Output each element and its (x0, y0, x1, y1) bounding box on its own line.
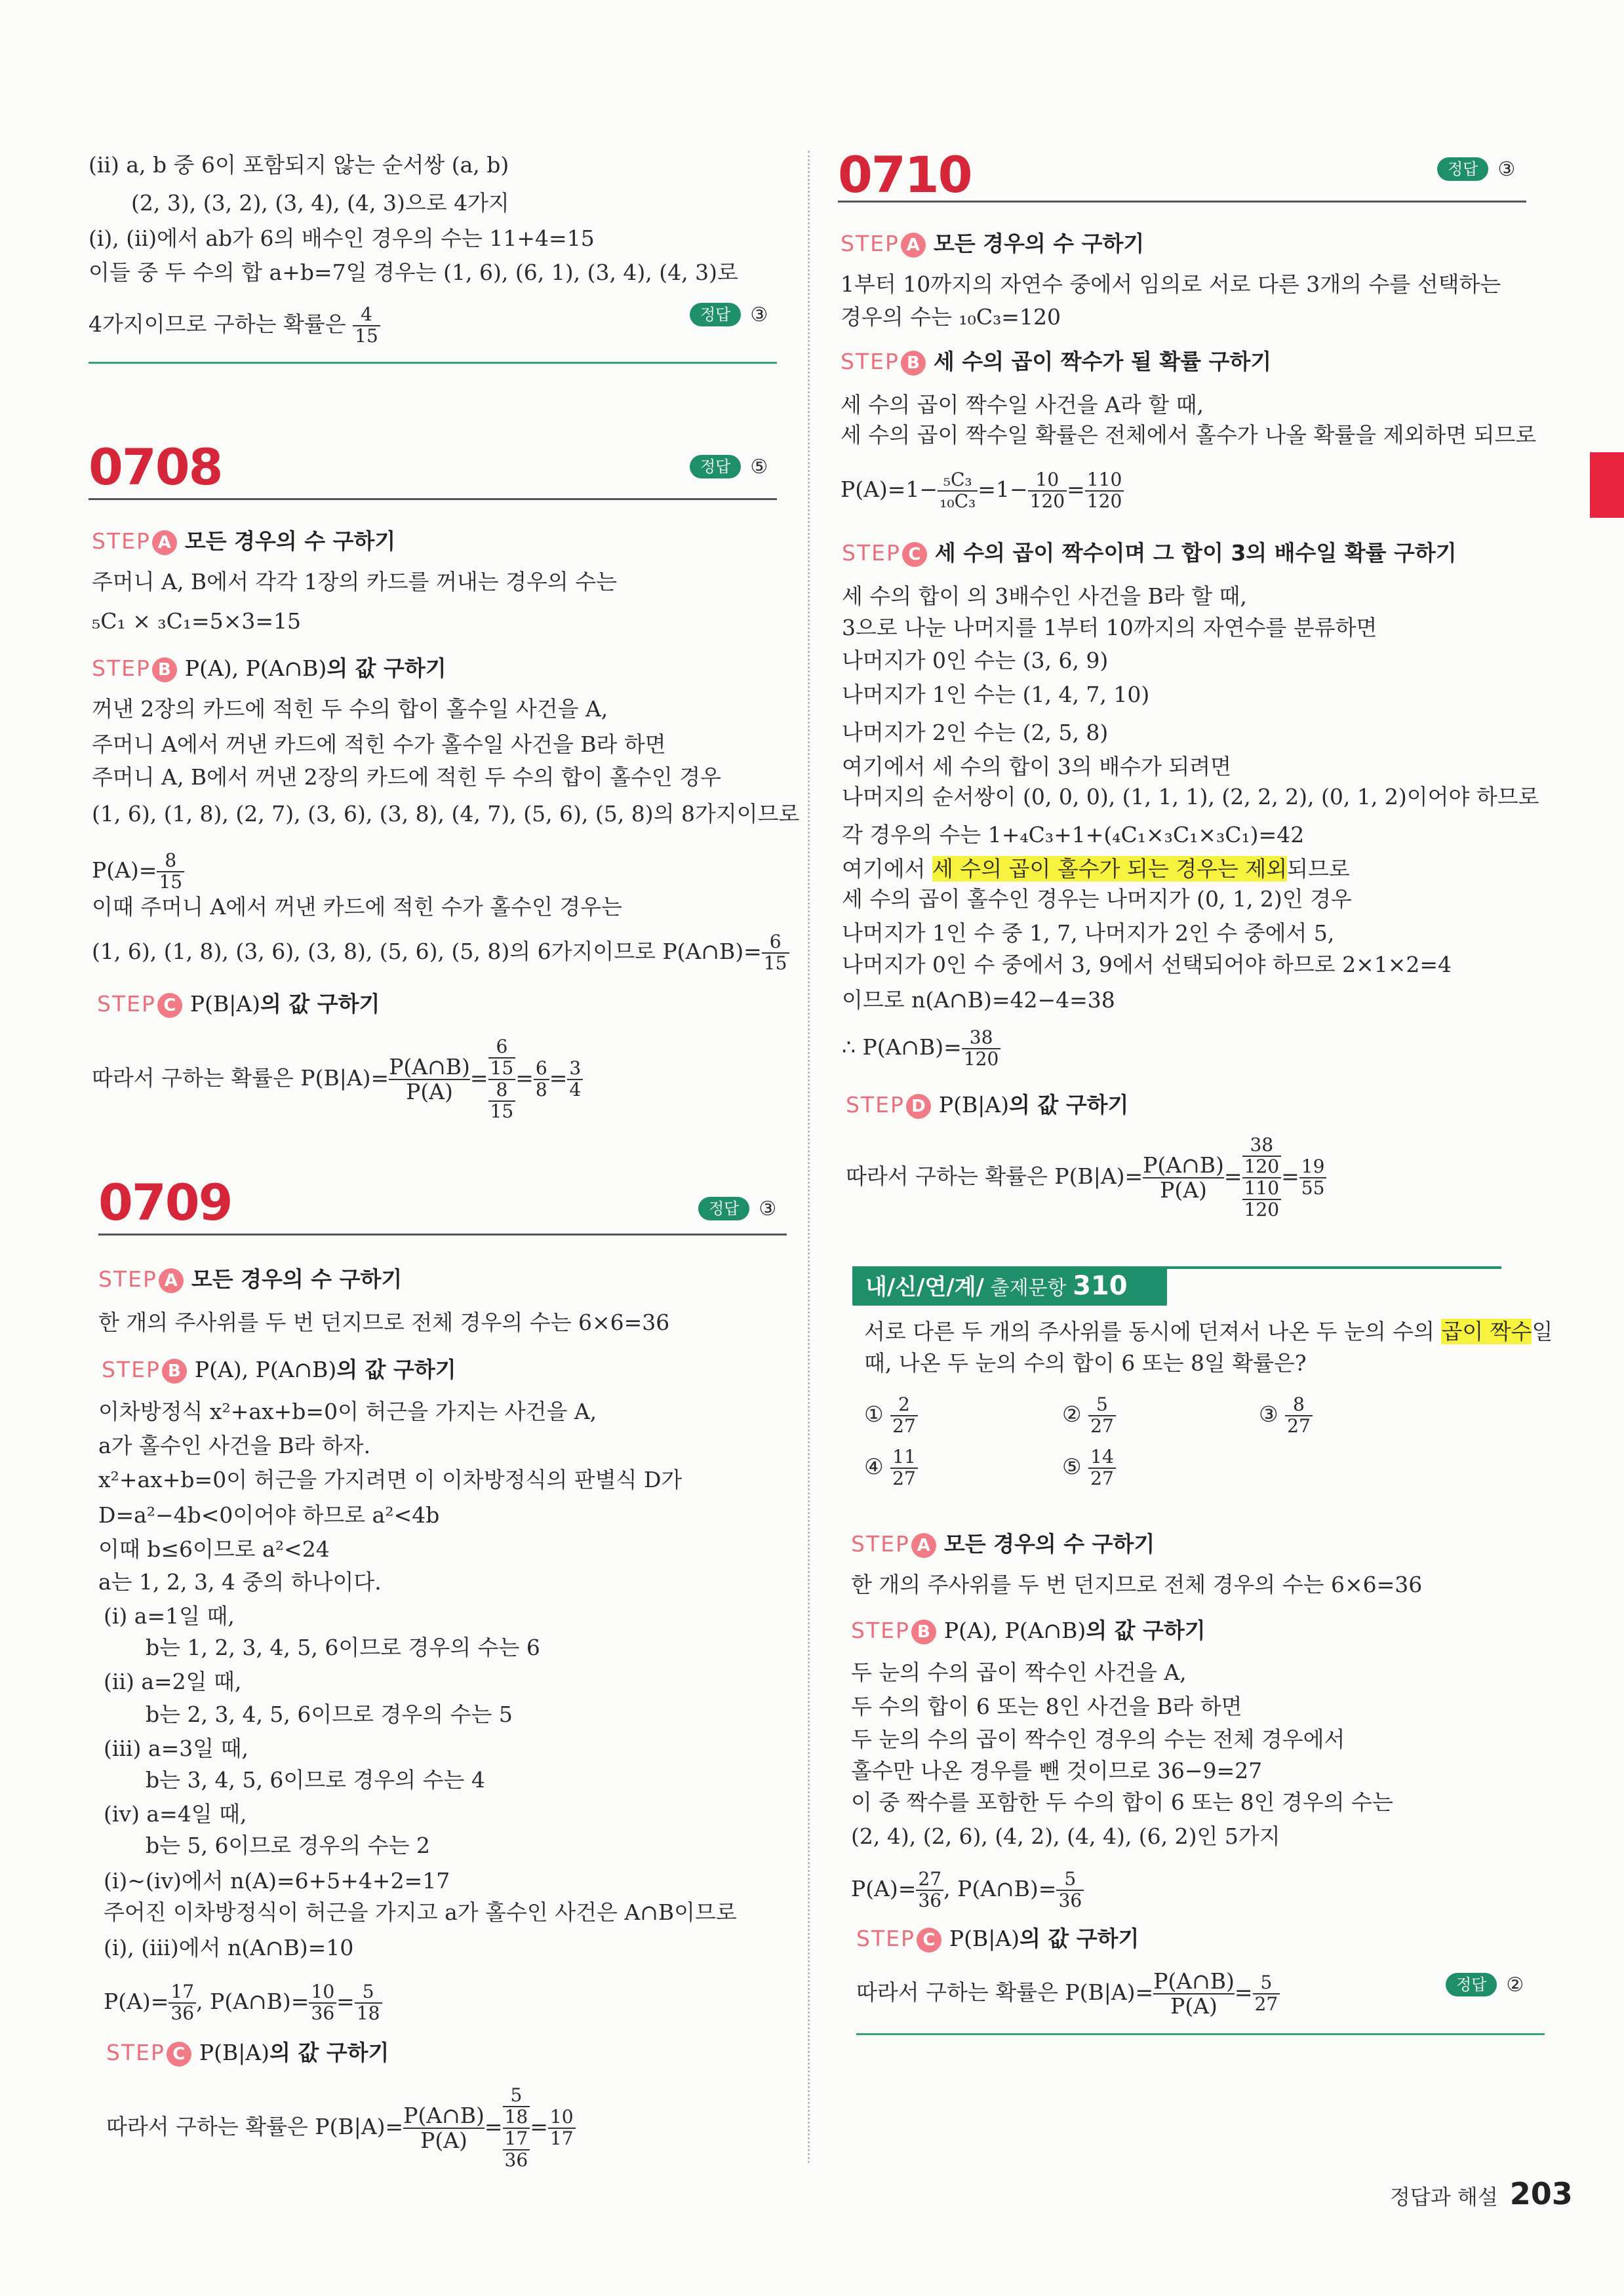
option-mark: ⑤ (1062, 1453, 1082, 1479)
step-title-math: P(B|A) (189, 991, 261, 1017)
text-line (89, 305, 380, 347)
fraction (488, 1080, 516, 1122)
denominator (503, 2129, 530, 2171)
text-line: (ⅳ) a=4일 때, (104, 1801, 247, 1827)
step-b-heading (851, 1616, 1206, 1645)
text: P(A)= (104, 1988, 169, 2014)
fraction (1028, 470, 1067, 512)
text: P(A)= (92, 857, 157, 883)
fraction (1242, 1178, 1282, 1220)
denominator: 15 (490, 1057, 514, 1080)
text-line: 3으로 나눈 나머지를 1부터 10까지의 자연수를 분류하면 (842, 615, 1377, 640)
equation-line: 따라서 구하는 확률은 P(B|A)= $\frac{P(A\cap B)}{P(A)}$ = $\frac{\frac{6}{15}}{\frac{8}{15}}$ = $\frac{6}{8}$ = $\frac{3}{4}$ (92, 1036, 583, 1122)
answer-value: ⑤ (750, 455, 768, 478)
numerator (1242, 1135, 1282, 1178)
text-line: (2, 4), (2, 6), (4, 2), (4, 4), (6, 2)인 5가지 (851, 1823, 1280, 1849)
equation-line: P(A)=1− $\frac{\text{₅C₃}}{\text{₁₀C₃}}$ =1− $\frac{10}{120}$ = $\frac{110}{120}$ (841, 467, 1124, 513)
step-letter-icon: C (917, 1928, 941, 1953)
text: , P(A∩B)= (196, 1988, 309, 2014)
denominator: P(A) (1170, 1993, 1218, 2019)
numerator (488, 1037, 516, 1080)
text: 따라서 구하는 확률은 P(B|A)= (846, 1163, 1143, 1189)
fraction (355, 1982, 382, 2024)
text-line: 나머지가 1인 수 중 1, 7, 나머지가 2인 수 중에서 5, (842, 920, 1335, 946)
text: 되므로 (1287, 856, 1350, 882)
answer-value: ② (1506, 1973, 1524, 1996)
fraction (962, 1028, 1001, 1070)
denominator: P(A) (406, 1079, 453, 1104)
box-header (852, 1266, 1167, 1306)
numerator: 10 (548, 2107, 576, 2129)
problem-number: 0709 (98, 1173, 232, 1232)
numerator: 5 (1056, 1869, 1084, 1891)
denominator: 36 (918, 1889, 942, 1911)
text: 여기에서 (842, 856, 933, 882)
numerator: P(A∩B) (389, 1053, 470, 1080)
step-title: 세 수의 곱이 짝수이며 그 합이 3의 배수일 확률 구하기 (934, 540, 1457, 566)
step-letter-icon: A (901, 233, 926, 258)
answer-label: 정답 (1446, 1973, 1497, 1996)
step-b-heading (92, 654, 446, 683)
numerator: 11 (890, 1447, 918, 1469)
numerator: P(A∩B) (403, 2102, 485, 2128)
denominator: 15 (159, 870, 183, 893)
text: 일 (1532, 1319, 1553, 1344)
step-word: STEP (92, 528, 151, 554)
step-letter-icon: B (911, 1620, 936, 1644)
numerator: 4 (353, 305, 380, 326)
fraction (403, 2104, 485, 2153)
step-word: STEP (106, 2040, 165, 2065)
question-line: 때, 나온 두 눈의 수의 합이 6 또는 8일 확률은? (864, 1350, 1307, 1376)
denominator: 27 (892, 1467, 916, 1489)
numerator: 10 (1028, 470, 1067, 492)
text-line: 1부터 10까지의 자연수 중에서 임의로 서로 다른 3개의 수를 선택하는 (841, 271, 1501, 297)
text-line: 나머지가 2인 수는 (2, 5, 8) (842, 720, 1109, 745)
text-line: 두 눈의 수의 곱이 짝수인 사건을 A, (851, 1660, 1187, 1685)
footer-label: 정답과 해설 (1390, 2185, 1498, 2209)
step-letter-icon: A (159, 1268, 184, 1293)
equation-line: 따라서 구하는 확률은 P(B|A)= $\frac{P(A\cap B)}{P(A)}$ = $\frac{5}{27}$ (856, 1966, 1280, 2019)
numerator: 3 (567, 1059, 583, 1080)
header-rule (98, 1234, 787, 1236)
step-letter-icon: B (901, 351, 926, 376)
step-title: 의 값 구하기 (260, 991, 380, 1017)
step-title: 모든 경우의 수 구하기 (933, 231, 1145, 256)
denominator: 36 (1058, 1889, 1082, 1911)
section-rule (856, 2033, 1545, 2035)
denominator: 18 (356, 2002, 380, 2024)
step-letter-icon: A (911, 1533, 936, 1558)
fraction (1143, 1154, 1224, 1203)
denominator: 120 (1086, 490, 1122, 512)
denominator: 27 (1287, 1414, 1311, 1437)
text-line: (ⅰ) a=1일 때, (104, 1603, 235, 1629)
numerator: 17 (168, 1982, 196, 2004)
text-line: x²+ax+b=0이 허근을 가지려면 이 이차방정식의 판별식 D가 (98, 1467, 683, 1492)
text-line: 이때 b≤6이므로 a²<24 (98, 1536, 330, 1562)
text-line (842, 856, 1350, 882)
numerator: 38 (962, 1028, 1001, 1049)
numerator: 8 (157, 851, 184, 872)
denominator: 120 (1244, 1156, 1280, 1178)
numerator: 27 (916, 1869, 943, 1891)
numerator: 17 (503, 2129, 530, 2150)
answer-label: 정답 (690, 455, 741, 478)
text-line: ₅C₁ × ₃C₁=5×3=15 (92, 608, 301, 634)
denominator: 36 (504, 2149, 528, 2171)
side-tab-marker (1590, 452, 1624, 518)
step-word: STEP (841, 231, 900, 256)
numerator: 19 (1299, 1157, 1327, 1178)
step-title: 의 값 구하기 (1020, 1926, 1139, 1951)
step-b-heading (102, 1355, 456, 1384)
text-line: (ⅲ) a=3일 때, (104, 1736, 248, 1761)
numerator: 2 (890, 1395, 918, 1416)
answer-badge (1446, 1973, 1524, 1996)
step-c-heading (97, 990, 380, 1019)
text-line (92, 932, 789, 974)
numerator: ₅C₃ (938, 470, 978, 492)
step-title: 모든 경우의 수 구하기 (943, 1531, 1155, 1557)
text: =1− (978, 477, 1028, 502)
text-line: 이들 중 두 수의 합 a+b=7일 경우는 (1, 6), (6, 1), (3, 4), (4, 3)로 (89, 260, 738, 285)
fraction (309, 1982, 336, 2024)
denominator: ₁₀C₃ (940, 490, 976, 512)
text-line: 이 중 짝수를 포함한 두 수의 합이 6 또는 8인 경우의 수는 (851, 1789, 1393, 1815)
step-a-heading (841, 229, 1144, 258)
step-word: STEP (97, 991, 156, 1017)
step-c-heading (106, 2038, 389, 2067)
text: (1, 6), (1, 8), (3, 6), (3, 8), (5, 6), (5, 8)의 6가지이므로 P(A∩B)= (92, 938, 762, 964)
equation-line: 따라서 구하는 확률은 P(B|A)= $\frac{P(A\cap B)}{P(A)}$ = $\frac{\frac{5}{18}}{\frac{17}{36}}$ = $\frac{10}{17}$ (106, 2084, 576, 2171)
step-title: 의 값 구하기 (327, 655, 446, 681)
column-divider (808, 151, 810, 2163)
step-word: STEP (102, 1357, 161, 1382)
step-word: STEP (851, 1531, 910, 1557)
text-line (92, 851, 184, 893)
text: P(A)=1− (841, 477, 938, 502)
text: 4가지이므로 구하는 확률은 (89, 311, 346, 337)
fraction (762, 932, 789, 974)
answer-label: 정답 (1437, 157, 1488, 181)
numerator: 110 (1085, 470, 1124, 492)
answer-label: 정답 (690, 303, 741, 326)
text: 서로 다른 두 개의 주사위를 동시에 던져서 나온 두 눈의 수의 (864, 1319, 1442, 1344)
text-line: 주머니 A에서 꺼낸 카드에 적힌 수가 홀수일 사건을 B라 하면 (92, 731, 666, 757)
compound-fraction (1242, 1135, 1282, 1220)
step-title-math: P(B|A) (938, 1092, 1010, 1118)
denominator: 15 (763, 952, 787, 974)
denominator (1242, 1178, 1282, 1220)
answer-value: ③ (750, 303, 768, 326)
fraction (1088, 1395, 1116, 1437)
step-letter-icon: A (152, 530, 177, 555)
text-line: 두 눈의 수의 곱이 짝수인 경우의 수는 전체 경우에서 (851, 1726, 1345, 1752)
fraction (548, 2107, 576, 2149)
problem-number: 0708 (89, 438, 222, 496)
denominator: 120 (1244, 1198, 1280, 1220)
option-1[interactable] (864, 1395, 918, 1437)
highlighted-text: 곱이 짝수 (1441, 1319, 1532, 1344)
step-d-heading (846, 1091, 1128, 1119)
denominator: 15 (355, 324, 378, 347)
numerator: 6 (762, 932, 789, 954)
option-2[interactable] (1062, 1395, 1116, 1437)
numerator: P(A∩B) (1143, 1152, 1224, 1178)
compound-fraction (488, 1037, 516, 1121)
numerator: 110 (1242, 1178, 1282, 1200)
denominator: 120 (1029, 490, 1065, 512)
denominator: 8 (535, 1079, 547, 1100)
text-line: 여기에서 세 수의 합이 3의 배수가 되려면 (842, 754, 1231, 779)
text-line: 꺼낸 2장의 카드에 적힌 두 수의 합이 홀수일 사건을 A, (92, 696, 608, 722)
text-line: 세 수의 곱이 짝수일 사건을 A라 할 때, (841, 392, 1204, 418)
step-letter-icon: C (167, 2042, 191, 2067)
option-4[interactable] (864, 1447, 918, 1489)
text-line: 세 수의 곱이 짝수일 확률은 전체에서 홀수가 나올 확률을 제외하면 되므로 (841, 422, 1537, 448)
text-line: 주어진 이차방정식이 허근을 가지고 a가 홀수인 사건은 A∩B이므로 (104, 1899, 737, 1925)
numerator: 5 (355, 1982, 382, 2004)
compound-fraction (503, 2086, 530, 2170)
text-line: 세 수의 곱이 홀수인 경우는 나머지가 (0, 1, 2)인 경우 (842, 886, 1352, 912)
denominator: 27 (1090, 1414, 1114, 1437)
equation-line (842, 1028, 1000, 1070)
numerator: 8 (1285, 1395, 1313, 1416)
text-line: 나머지가 0인 수 중에서 3, 9에서 선택되어야 하므로 2×1×2=4 (842, 952, 1452, 977)
fraction (168, 1982, 196, 2024)
text-line: 두 수의 합이 6 또는 8인 사건을 B라 하면 (851, 1694, 1242, 1719)
step-title-math: P(A), P(A∩B) (943, 1618, 1086, 1643)
fraction (938, 470, 978, 512)
text: P(A)= (851, 1875, 917, 1901)
denominator (488, 1080, 516, 1122)
fraction (157, 851, 184, 893)
text-line: (ⅱ) a=2일 때, (104, 1669, 242, 1694)
numerator: 10 (309, 1982, 336, 2004)
text-line: 경우의 수는 ₁₀C₃=120 (841, 304, 1061, 330)
step-word: STEP (841, 349, 900, 374)
text-line: D=a²−4b<0이어야 하므로 a²<4b (98, 1502, 440, 1528)
numerator: 5 (1253, 1973, 1280, 1994)
step-title: 모든 경우의 수 구하기 (191, 1266, 403, 1292)
denominator: 55 (1301, 1177, 1325, 1199)
section-rule (89, 362, 777, 364)
text: 따라서 구하는 확률은 P(B|A)= (856, 1979, 1154, 2005)
fraction (353, 305, 380, 347)
fraction (1299, 1157, 1327, 1199)
denominator: 27 (1254, 1993, 1278, 2015)
numerator: 14 (1088, 1447, 1116, 1469)
text-line: 나머지의 순서쌍이 (0, 0, 0), (1, 1, 1), (2, 2, 2), (0, 1, 2)이어야 하므로 (842, 784, 1539, 809)
step-title-math: P(A), P(A∩B) (184, 655, 327, 681)
equation-line: P(A)= $\frac{17}{36}$ , P(A∩B)= $\frac{10}{36}$ = $\frac{5}{18}$ (104, 1982, 382, 2024)
step-title-math: P(A), P(A∩B) (194, 1357, 337, 1382)
step-c-heading (856, 1924, 1139, 1953)
equation-line (851, 1869, 1084, 1911)
numerator: 38 (1242, 1135, 1282, 1157)
text-line: a가 홀수인 사건을 B라 하자. (98, 1433, 371, 1458)
highlighted-text: 세 수의 곱이 홀수가 되는 경우는 제외 (932, 856, 1288, 882)
text: 따라서 구하는 확률은 P(B|A)= (106, 2114, 404, 2139)
text-line: 한 개의 주사위를 두 번 던지므로 전체 경우의 수는 6×6=36 (98, 1310, 670, 1335)
step-title: 모든 경우의 수 구하기 (184, 528, 396, 554)
fraction (890, 1395, 918, 1437)
text: 따라서 구하는 확률은 P(B|A)= (92, 1065, 389, 1091)
answer-badge (690, 455, 768, 478)
answer-badge (690, 303, 768, 326)
fraction (389, 1055, 470, 1104)
fraction (1253, 1973, 1280, 2015)
option-5[interactable] (1062, 1447, 1116, 1489)
answer-label: 정답 (698, 1197, 749, 1220)
fraction (567, 1059, 583, 1100)
header-label: 내/신/연/계/ (865, 1274, 985, 1300)
fraction (1153, 1970, 1235, 2019)
fraction (534, 1059, 549, 1100)
option-mark: ② (1062, 1401, 1082, 1427)
text-line: b는 5, 6이므로 경우의 수는 2 (146, 1833, 430, 1858)
denominator: 36 (170, 2002, 195, 2024)
step-title-math: P(B|A) (199, 2040, 270, 2065)
step-title: 의 값 구하기 (269, 2040, 389, 2065)
denominator: 27 (1090, 1467, 1114, 1489)
step-a-heading (851, 1530, 1155, 1559)
option-mark: ③ (1259, 1401, 1278, 1427)
denominator: 36 (311, 2002, 335, 2024)
numerator (503, 2086, 530, 2129)
text-line: (ⅱ) a, b 중 6이 포함되지 않는 순서쌍 (a, b) (89, 152, 509, 178)
text: , P(A∩B)= (943, 1875, 1057, 1901)
numerator: 8 (488, 1080, 516, 1102)
fraction (503, 2086, 530, 2128)
numerator: P(A∩B) (1153, 1968, 1235, 1994)
text-line: 세 수의 합이 의 3배수인 사건을 B라 할 때, (842, 583, 1247, 609)
denominator: 17 (549, 2128, 574, 2149)
question-line (864, 1319, 1553, 1345)
step-title: 의 값 구하기 (1086, 1618, 1206, 1643)
fraction (1085, 470, 1124, 512)
text-line: 이때 주머니 A에서 꺼낸 카드에 적힌 수가 홀수인 경우는 (92, 894, 623, 920)
fraction (488, 1037, 516, 1079)
text-line: 주머니 A, B에서 각각 1장의 카드를 꺼내는 경우의 수는 (92, 569, 618, 594)
text-line: (ⅰ), (ⅱ)에서 ab가 6의 배수인 경우의 수는 11+4=15 (89, 225, 595, 251)
answer-badge (698, 1197, 776, 1220)
text-line: b는 1, 2, 3, 4, 5, 6이므로 경우의 수는 6 (146, 1635, 540, 1660)
step-word: STEP (98, 1266, 157, 1292)
text-line: 이차방정식 x²+ax+b=0이 허근을 가지는 사건을 A, (98, 1399, 597, 1424)
text-line: (ⅰ), (ⅲ)에서 n(A∩B)=10 (104, 1935, 354, 1960)
step-title: 세 수의 곱이 짝수가 될 확률 구하기 (933, 349, 1272, 374)
numerator: 6 (534, 1059, 549, 1080)
step-word: STEP (856, 1926, 915, 1951)
numerator: 5 (1088, 1395, 1116, 1416)
option-3[interactable] (1259, 1395, 1313, 1437)
step-b-heading (841, 347, 1271, 376)
fraction (1056, 1869, 1084, 1911)
step-letter-icon: C (902, 542, 927, 567)
step-title: 의 값 구하기 (336, 1357, 456, 1382)
numerator: 5 (503, 2086, 530, 2107)
text-line: (2, 3), (3, 2), (3, 4), (4, 3)으로 4가지 (131, 190, 509, 216)
text-line: 한 개의 주사위를 두 번 던지므로 전체 경우의 수는 6×6=36 (851, 1572, 1423, 1597)
text: ∴ P(A∩B)= (842, 1034, 962, 1060)
text-line: (ⅰ)~(ⅳ)에서 n(A)=6+5+4+2=17 (104, 1868, 450, 1894)
step-a-heading (98, 1265, 402, 1294)
header-rule (89, 498, 777, 500)
text-line: (1, 6), (1, 8), (2, 7), (3, 6), (3, 8), (4, 7), (5, 6), (5, 8)의 8가지이므로 (92, 801, 800, 827)
fraction (890, 1447, 918, 1489)
denominator: 4 (569, 1079, 582, 1100)
step-word: STEP (846, 1092, 905, 1118)
text-line: 이므로 n(A∩B)=42−4=38 (842, 987, 1115, 1013)
step-letter-icon: B (162, 1359, 187, 1384)
option-mark: ① (864, 1401, 884, 1427)
header-number: 310 (1073, 1271, 1128, 1301)
answer-value: ③ (1497, 157, 1516, 181)
numerator: 6 (488, 1037, 516, 1059)
option-mark: ④ (864, 1453, 884, 1479)
step-word: STEP (842, 540, 901, 566)
text-line: 나머지가 1인 수는 (1, 4, 7, 10) (842, 682, 1150, 707)
equation-line: 따라서 구하는 확률은 P(B|A)= $\frac{P(A\cap B)}{P(A)}$ = $\frac{\frac{38}{120}}{\frac{110}{120}}$ = $\frac{19}{55}$ (846, 1134, 1326, 1220)
page-footer (1390, 2176, 1573, 2211)
denominator: 27 (892, 1414, 916, 1437)
step-title: 의 값 구하기 (1009, 1092, 1129, 1118)
step-c-heading (842, 539, 1457, 568)
answer-value: ③ (759, 1197, 777, 1220)
problem-number: 0710 (838, 146, 972, 204)
text-line: 각 경우의 수는 1+₄C₃+1+(₄C₁×₃C₁×₃C₁)=42 (842, 822, 1305, 847)
step-title-math: P(B|A) (949, 1926, 1020, 1951)
text-line: 홀수만 나온 경우를 뺀 것이므로 36−9=27 (851, 1758, 1263, 1783)
fraction (1088, 1447, 1116, 1489)
fraction (1285, 1395, 1313, 1437)
step-word: STEP (92, 655, 151, 681)
step-a-heading (92, 527, 395, 556)
header-rule (838, 201, 1526, 203)
page-number: 203 (1509, 2176, 1573, 2211)
step-letter-icon: C (157, 993, 182, 1018)
denominator: P(A) (1160, 1177, 1207, 1203)
text-line: b는 2, 3, 4, 5, 6이므로 경우의 수는 5 (146, 1702, 513, 1727)
text-line: b는 3, 4, 5, 6이므로 경우의 수는 4 (146, 1767, 485, 1793)
fraction (916, 1869, 943, 1911)
step-letter-icon: D (906, 1094, 931, 1119)
denominator: P(A) (420, 2128, 467, 2153)
step-word: STEP (851, 1618, 910, 1643)
fraction (1242, 1135, 1282, 1177)
text-line: 나머지가 0인 수는 (3, 6, 9) (842, 648, 1109, 673)
header-sub: 출제문항 (984, 1277, 1073, 1300)
text-line: a는 1, 2, 3, 4 중의 하나이다. (98, 1569, 382, 1595)
fraction (503, 2129, 530, 2171)
answer-badge (1437, 157, 1515, 181)
text-line: 주머니 A, B에서 꺼낸 2장의 카드에 적힌 두 수의 합이 홀수인 경우 (92, 764, 722, 790)
denominator: 120 (963, 1047, 999, 1070)
denominator: 18 (504, 2106, 528, 2128)
denominator: 15 (490, 1100, 514, 1122)
step-letter-icon: B (152, 657, 177, 682)
